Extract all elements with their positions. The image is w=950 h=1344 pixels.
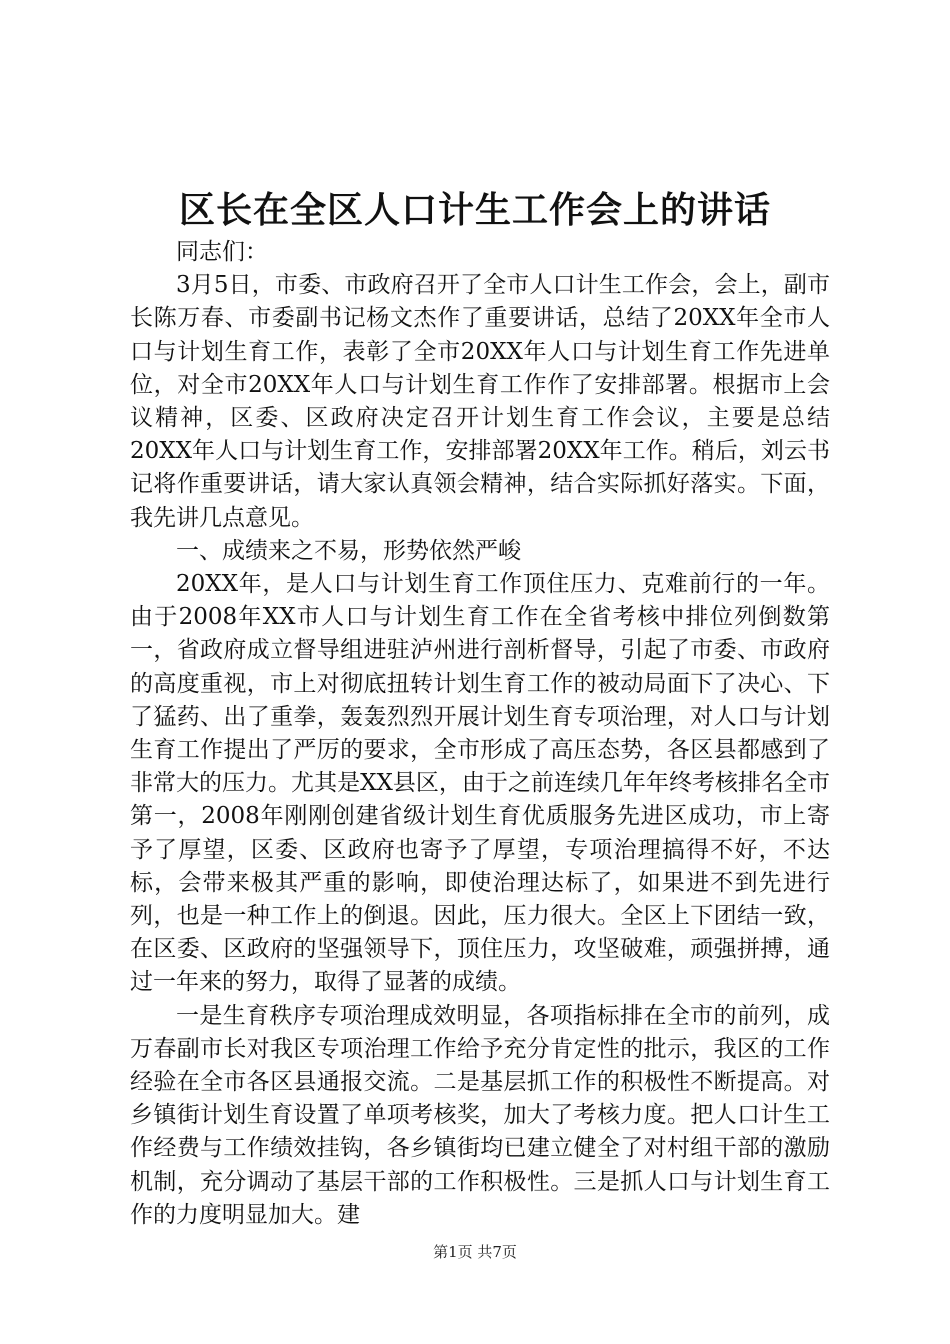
- body-paragraph: 3月5日，市委、市政府召开了全市人口计生工作会，会上，副市长陈万春、市委副书记杨文杰作了重要讲话，总结了20XX年全市人口与计划生育工作，表彰了全市20XX年人口与计划生育工作先进单位，对全市20XX年人口与计划生育工作作了安排部署。根据市上会议精神，区委、区政府决定召开计划生育工作会议，主要是总结20XX年人口与计划生育工作，安排部署20XX年工作。稍后，刘云书记将作重要讲话，请大家认真领会精神，结合实际抓好落实。下面，我先讲几点意见。: [130, 272, 830, 531]
- section-heading: 一、成绩来之不易，形势依然严峻: [176, 537, 521, 564]
- document-body: [130, 236, 830, 1232]
- document-title: 区长在全区人口计生工作会上的讲话: [178, 189, 771, 231]
- salutation-paragraph: 同志们：: [176, 239, 268, 265]
- page-footer: 第1页 共7页: [433, 1243, 517, 1261]
- body-paragraph: 一是生育秩序专项治理成效明显，各项指标排在全市的前列，成万春副市长对我区专项治理工作给予充分肯定性的批示，我区的工作经验在全市各区县通报交流。二是基层抓工作的积极性不断提高。对乡镇街计划生育设置了单项考核奖，加大了考核力度。把人口计生工作经费与工作绩效挂钩，各乡镇街均已建立健全了对村组干部的激励机制，充分调动了基层干部的工作积极性。三是抓人口与计划生育工作的力度明显加大。建: [130, 1002, 830, 1228]
- body-paragraph: 20XX年，是人口与计划生育工作顶住压力、克难前行的一年。由于2008年XX市人口与计划生育工作在全省考核中排位列倒数第一，省政府成立督导组进驻泸州进行剖析督导，引起了市委、市政府的高度重视，市上对彻底扭转计划生育工作的被动局面下了决心、下了猛药、出了重拳，轰轰烈烈开展计划生育专项治理，对人口与计划生育工作提出了严厉的要求，全市形成了高压态势，各区县都感到了非常大的压力。尤其是XX县区，由于之前连续几年年终考核排名全市第一，2008年刚刚创建省级计划生育优质服务先进区成功，市上寄予了厚望，区委、区政府也寄予了厚望，专项治理搞得不好，不达标，会带来极其严重的影响，即使治理达标了，如果进不到先进行列，也是一种工作上的倒退。因此，压力很大。全区上下团结一致，在区委、区政府的坚强领导下，顶住压力，攻坚破难，顽强拼搏，通过一年来的努力，取得了显著的成绩。: [130, 571, 830, 996]
